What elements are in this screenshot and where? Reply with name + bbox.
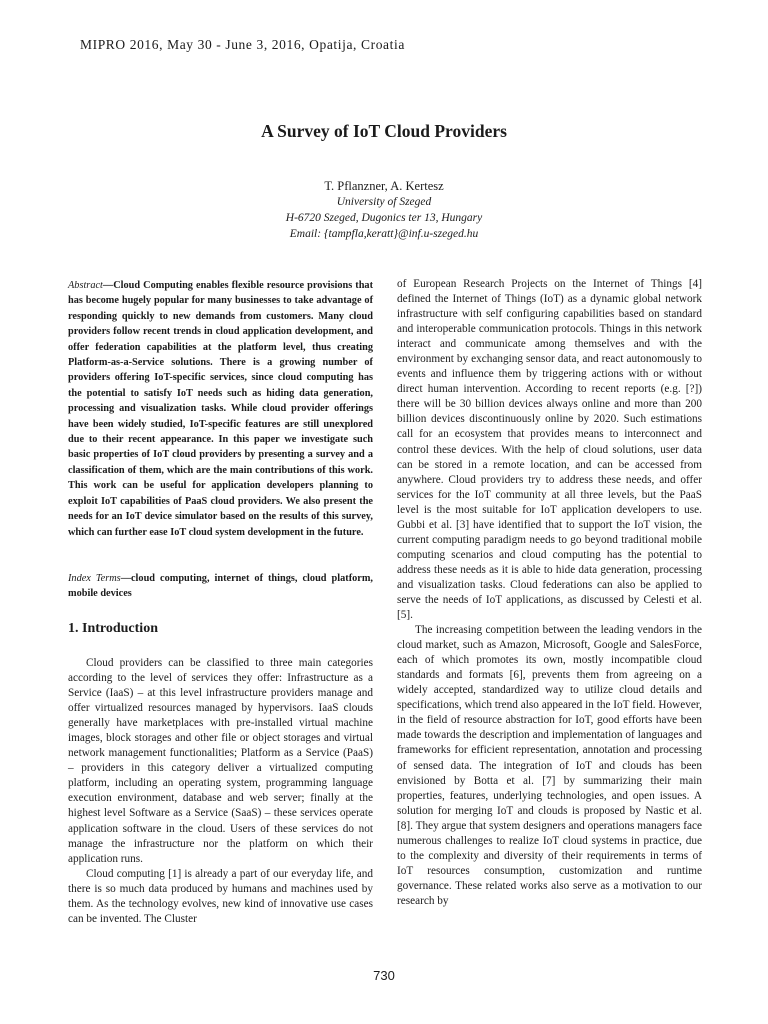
page-number: 730	[373, 968, 395, 983]
section-heading: 1. Introduction	[68, 621, 158, 636]
index-terms	[68, 571, 373, 602]
body-paragraph: of European Research Projects on the Internet of Things [4] defined the Internet of Things (IoT) as a dynamic global network infrastructure with self configuring capabilities based on standard and interoperable communication protocols. Things in this network interact and communicate among themselves and with the environment by exchanging sensor data, and react autonomously to events and influence them by triggering actions with or without direct human intervention. According to recent reports (e.g. [?]) there will be 30 billion devices always online and more than 200 billion devices discontinuously online by 2020. Such estimations call for an ecosystem that provides means to interconnect and control these devices. With the help of cloud solutions, user data can be stored in a remote location, and can be accessed from anywhere. Cloud providers try to address these needs, and offer services for the IoT community at all three levels, but the PaaS level is the most suitable for IoT application developers to use. Gubbi et al. [3] have identified that to support the IoT vision, the current computing paradigm needs to go beyond traditional mobile computing scenarios and cloud computing has the potential to address these needs as it is able to hide data generation, processing and visualization tasks. Cloud federations can also be applied to serve the needs of IoT applications, as discussed by Celesti et al. [5].	[397, 278, 702, 622]
paper-authors: T. Pflanzner, A. Kertesz	[324, 179, 444, 193]
conference-header: MIPRO 2016, May 30 - June 3, 2016, Opatija, Croatia	[80, 37, 405, 52]
paper-title: A Survey of IoT Cloud Providers	[261, 121, 507, 141]
abstract-text: —Cloud Computing enables flexible resource provisions that has become hugely popular for many businesses to take advantage of responding quickly to new demands from customers. Many cloud providers follow recent trends in cloud application development, and offer federation capabilities at the platform level, thus creating Platform-as-a-Service solutions. There is a growing number of providers offering IoT-specific services, since cloud computing has the potential to satisfy IoT needs such as hiding data generation, processing and visualization tasks. While cloud provider offerings have been widely studied, IoT-specific features are still unexplored due to their recent appearance. In this paper we investigate such basic properties of IoT cloud providers by presenting a survey and a classification of them, which are the main contributions of this work. This work can be useful for application developers planning to exploit IoT capabilities of PaaS cloud providers. We also present the needs for an IoT device simulator based on the results of this survey, which can further ease IoT cloud system development in the future.	[68, 280, 373, 538]
affiliation-university: University of Szeged	[336, 196, 432, 208]
author-email: Email: {tampfla,keratt}@inf.u-szeged.hu	[289, 228, 479, 240]
right-column-body	[397, 277, 702, 909]
body-paragraph: Cloud providers can be classified to three main categories according to the level of services they offer: Infrastructure as a Service (IaaS) – at this level infrastructure providers manage and offer virtualized resources managed by hypervisors. IaaS clouds generally have marketplaces with pre-installed virtual machine images, block storages and other file or object storages and virtual network management functionalities; Platform as a Service (PaaS) – providers in this category deliver a virtualized computing platform, including an operating system, programming language execution environment, database and web server; finally at the highest level Software as a Service (SaaS) – these services operate application software in the cloud. Users of these services do not manage the infrastructure nor the platform on which their application runs.	[68, 657, 373, 865]
index-terms-text: —cloud computing, internet of things, cloud platform, mobile devices	[68, 573, 373, 600]
index-terms-label: Index Terms	[68, 573, 121, 584]
left-column-body	[68, 656, 373, 927]
body-paragraph: The increasing competition between the leading vendors in the cloud market, such as Amazon, Microsoft, Google and SalesForce, each of which promotes its own, mostly incompatible cloud standards and formats [6], prevents them from agreeing on a widely accepted, standardized way to utilize cloud details and specifications, which trend also appeared in the IoT field. However, in the field of resource abstraction for IoT, good efforts have been made towards the description and implementation of languages and frameworks for efficient representation, annotation and processing of sensed data. The integration of IoT and clouds has been envisioned by Botta et al. [7] by summarizing their main properties, features, underlying technologies, and open issues. A solution for merging IoT and clouds is proposed by Nastic et al. [8]. They argue that system designers and operations managers face numerous challenges to realize IoT cloud systems in practice, due to the complexity and diversity of their requirements in terms of IoT resources consumption, customization and runtime governance. These related works also serve as a motivation to our research by	[397, 624, 702, 907]
abstract	[68, 278, 373, 540]
abstract-label: Abstract	[68, 280, 103, 291]
affiliation-address: H-6720 Szeged, Dugonics ter 13, Hungary	[285, 212, 483, 224]
body-paragraph: Cloud computing [1] is already a part of our everyday life, and there is so much data produced by humans and machines used by them. As the technology evolves, new kind of innovative use cases can be invented. The Cluster	[68, 867, 373, 925]
